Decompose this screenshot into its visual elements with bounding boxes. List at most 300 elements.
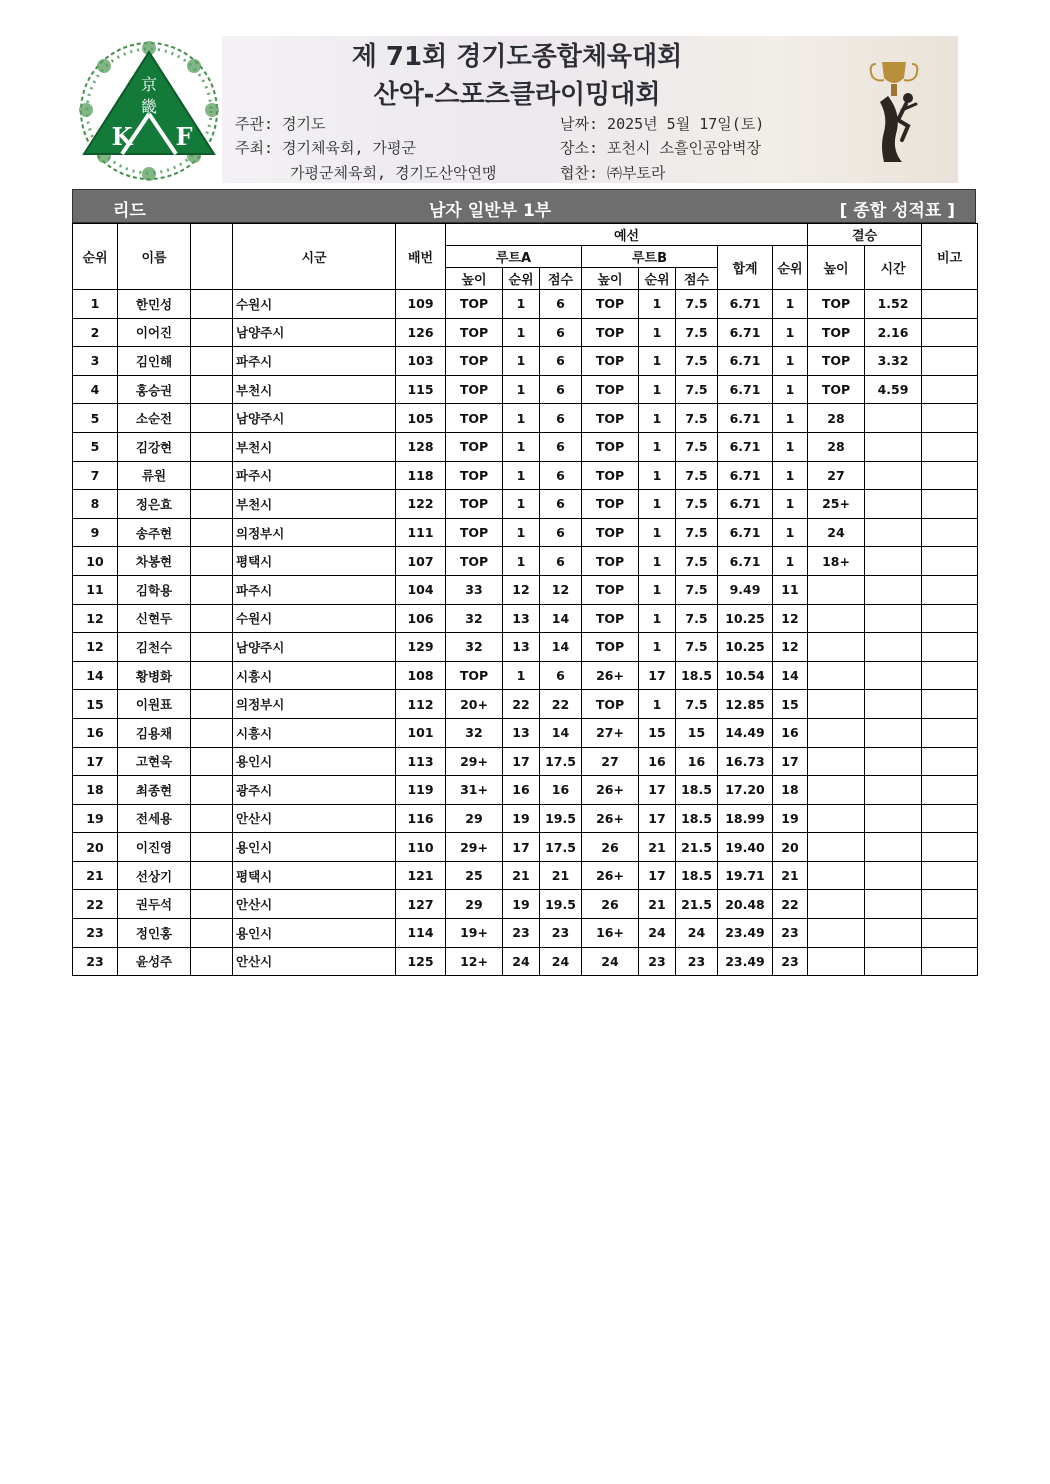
cell-total: 17.20 (718, 776, 773, 805)
cell-b-height: 27+ (582, 718, 639, 747)
cell-city: 부천시 (233, 432, 396, 461)
emblem-char-4: F (175, 122, 193, 151)
cell-final-height: TOP (808, 290, 865, 319)
cell-qual-rank: 12 (773, 633, 808, 662)
cell-city: 남양주시 (233, 404, 396, 433)
cell-name: 정은효 (118, 490, 191, 519)
cell-b-rank: 1 (639, 690, 676, 719)
cell-name: 김천수 (118, 633, 191, 662)
cell-final-height (808, 575, 865, 604)
cell-a-score: 22 (540, 690, 582, 719)
table-row (73, 747, 978, 776)
emblem-char-3: K (111, 122, 133, 151)
cell-b-height: TOP (582, 318, 639, 347)
date-text: 날짜: 2025년 5월 17일(토) (560, 115, 765, 133)
sponsor-text: 협찬: ㈜부토라 (560, 164, 666, 182)
header-blank (191, 224, 233, 290)
cell-qual-rank: 15 (773, 690, 808, 719)
header-qual-rank: 순위 (773, 246, 808, 290)
cell-total: 6.71 (718, 318, 773, 347)
header-a-height: 높이 (446, 268, 503, 290)
cell-qual-rank: 1 (773, 290, 808, 319)
cell-note (922, 604, 978, 633)
cell-a-score: 6 (540, 347, 582, 376)
cell-b-score: 7.5 (676, 575, 718, 604)
table-row (73, 861, 978, 890)
cell-b-score: 7.5 (676, 318, 718, 347)
cell-name: 고현욱 (118, 747, 191, 776)
cell-name: 소순전 (118, 404, 191, 433)
cell-rank: 5 (73, 404, 118, 433)
header-final-height: 높이 (808, 246, 865, 290)
cell-a-rank: 13 (503, 633, 540, 662)
table-row (73, 547, 978, 576)
cell-a-score: 14 (540, 604, 582, 633)
header-route-b: 루트B (582, 246, 718, 268)
cell-final-height: TOP (808, 375, 865, 404)
cell-blank (191, 547, 233, 576)
cell-b-rank: 1 (639, 575, 676, 604)
cell-bib: 127 (396, 890, 446, 919)
cell-b-rank: 1 (639, 461, 676, 490)
cell-b-score: 7.5 (676, 404, 718, 433)
cell-city: 남양주시 (233, 633, 396, 662)
cell-bib: 116 (396, 804, 446, 833)
cell-b-rank: 1 (639, 490, 676, 519)
results-table (72, 223, 978, 976)
cell-b-rank: 24 (639, 919, 676, 948)
cell-note (922, 404, 978, 433)
cell-qual-rank: 14 (773, 661, 808, 690)
cell-note (922, 290, 978, 319)
cell-rank: 9 (73, 518, 118, 547)
cell-b-height: TOP (582, 547, 639, 576)
cell-qual-rank: 1 (773, 547, 808, 576)
cell-city: 안산시 (233, 804, 396, 833)
cell-name: 김강현 (118, 432, 191, 461)
cell-city: 부천시 (233, 490, 396, 519)
event-type-label: 리드 (113, 201, 146, 221)
cell-b-score: 7.5 (676, 633, 718, 662)
cell-a-rank: 24 (503, 947, 540, 976)
cell-rank: 18 (73, 776, 118, 805)
sheet-type-label: [ 종합 성적표 ] (839, 201, 955, 221)
cell-b-score: 7.5 (676, 347, 718, 376)
cell-b-rank: 1 (639, 290, 676, 319)
cell-final-height: 25+ (808, 490, 865, 519)
cell-final-height: TOP (808, 318, 865, 347)
document-header (72, 36, 958, 183)
section-title-bar (72, 189, 976, 223)
cell-b-height: 26 (582, 890, 639, 919)
cell-bib: 119 (396, 776, 446, 805)
cell-total: 23.49 (718, 947, 773, 976)
cell-a-score: 6 (540, 661, 582, 690)
cell-final-height (808, 919, 865, 948)
cell-b-rank: 1 (639, 432, 676, 461)
cell-qual-rank: 1 (773, 461, 808, 490)
cell-note (922, 947, 978, 976)
cell-rank: 22 (73, 890, 118, 919)
cell-a-height: 12+ (446, 947, 503, 976)
cell-a-score: 6 (540, 547, 582, 576)
cell-a-height: TOP (446, 432, 503, 461)
cell-b-height: 27 (582, 747, 639, 776)
cell-a-height: 29 (446, 804, 503, 833)
cell-a-rank: 1 (503, 518, 540, 547)
header-city: 시군 (233, 224, 396, 290)
cell-b-score: 23 (676, 947, 718, 976)
cell-blank (191, 518, 233, 547)
cell-a-rank: 13 (503, 718, 540, 747)
cell-a-rank: 19 (503, 804, 540, 833)
cell-blank (191, 804, 233, 833)
table-row (73, 318, 978, 347)
cell-name: 김용채 (118, 718, 191, 747)
cell-a-score: 14 (540, 633, 582, 662)
cell-a-score: 6 (540, 404, 582, 433)
cell-final-height (808, 747, 865, 776)
table-row (73, 718, 978, 747)
cell-a-height: 20+ (446, 690, 503, 719)
cell-city: 수원시 (233, 604, 396, 633)
cell-a-score: 16 (540, 776, 582, 805)
cell-final-height: TOP (808, 347, 865, 376)
cell-b-rank: 21 (639, 833, 676, 862)
table-row (73, 661, 978, 690)
cell-a-rank: 1 (503, 290, 540, 319)
cell-bib: 108 (396, 661, 446, 690)
cell-total: 6.71 (718, 375, 773, 404)
cell-bib: 125 (396, 947, 446, 976)
cell-blank (191, 718, 233, 747)
cell-total: 14.49 (718, 718, 773, 747)
cell-b-height: TOP (582, 490, 639, 519)
cell-final-height: 24 (808, 518, 865, 547)
cell-b-rank: 1 (639, 518, 676, 547)
cell-b-height: TOP (582, 604, 639, 633)
cell-final-time (865, 919, 922, 948)
cell-final-height (808, 776, 865, 805)
cell-name: 홍승권 (118, 375, 191, 404)
cell-bib: 112 (396, 690, 446, 719)
kf-emblem-icon (74, 40, 224, 182)
cell-qual-rank: 1 (773, 432, 808, 461)
cell-b-score: 18.5 (676, 661, 718, 690)
cell-a-height: 19+ (446, 919, 503, 948)
cell-b-score: 7.5 (676, 547, 718, 576)
cell-final-time: 3.32 (865, 347, 922, 376)
cell-b-score: 21.5 (676, 833, 718, 862)
cell-city: 의정부시 (233, 690, 396, 719)
cell-a-height: TOP (446, 490, 503, 519)
header-rank: 순위 (73, 224, 118, 290)
cell-bib: 111 (396, 518, 446, 547)
cell-a-rank: 16 (503, 776, 540, 805)
header-name: 이름 (118, 224, 191, 290)
cell-a-rank: 13 (503, 604, 540, 633)
cell-final-time (865, 518, 922, 547)
cell-a-height: TOP (446, 318, 503, 347)
table-row (73, 490, 978, 519)
cell-qual-rank: 16 (773, 718, 808, 747)
cell-final-time (865, 690, 922, 719)
cell-name: 전세용 (118, 804, 191, 833)
cell-note (922, 718, 978, 747)
cell-blank (191, 318, 233, 347)
cell-final-time (865, 718, 922, 747)
cell-city: 용인시 (233, 833, 396, 862)
cell-b-rank: 21 (639, 890, 676, 919)
cell-note (922, 919, 978, 948)
cell-name: 김학용 (118, 575, 191, 604)
cell-blank (191, 947, 233, 976)
cell-note (922, 461, 978, 490)
cell-final-time (865, 432, 922, 461)
header-b-height: 높이 (582, 268, 639, 290)
cell-a-rank: 12 (503, 575, 540, 604)
cell-city: 수원시 (233, 290, 396, 319)
cell-name: 한민성 (118, 290, 191, 319)
cell-qual-rank: 20 (773, 833, 808, 862)
cell-rank: 21 (73, 861, 118, 890)
cell-final-height (808, 604, 865, 633)
cell-b-rank: 1 (639, 375, 676, 404)
cell-qual-rank: 1 (773, 375, 808, 404)
cell-name: 신현두 (118, 604, 191, 633)
cell-note (922, 518, 978, 547)
cell-city: 파주시 (233, 347, 396, 376)
cell-final-height (808, 633, 865, 662)
cell-city: 안산시 (233, 947, 396, 976)
table-row (73, 833, 978, 862)
cell-final-height (808, 804, 865, 833)
cell-a-rank: 1 (503, 461, 540, 490)
cell-final-time (865, 861, 922, 890)
cell-a-height: 31+ (446, 776, 503, 805)
cell-note (922, 432, 978, 461)
cell-b-height: TOP (582, 404, 639, 433)
cell-city: 시흥시 (233, 661, 396, 690)
cell-blank (191, 661, 233, 690)
cell-blank (191, 833, 233, 862)
cell-name: 윤성주 (118, 947, 191, 976)
header-final: 결승 (808, 224, 922, 246)
host-text: 주최: 경기체육회, 가평군 (235, 139, 417, 157)
table-row (73, 575, 978, 604)
cell-b-height: 26+ (582, 661, 639, 690)
table-row (73, 461, 978, 490)
cell-city: 용인시 (233, 747, 396, 776)
header-a-rank: 순위 (503, 268, 540, 290)
cell-qual-rank: 1 (773, 404, 808, 433)
cell-a-score: 6 (540, 432, 582, 461)
cell-b-height: 26+ (582, 776, 639, 805)
cell-note (922, 490, 978, 519)
cell-city: 평택시 (233, 861, 396, 890)
cell-bib: 101 (396, 718, 446, 747)
organizer-text: 주관: 경기도 (235, 115, 326, 133)
cell-final-time (865, 890, 922, 919)
cell-qual-rank: 17 (773, 747, 808, 776)
cell-blank (191, 747, 233, 776)
cell-rank: 14 (73, 661, 118, 690)
cell-name: 최종현 (118, 776, 191, 805)
cell-a-height: TOP (446, 661, 503, 690)
cell-note (922, 633, 978, 662)
cell-rank: 8 (73, 490, 118, 519)
cell-a-rank: 1 (503, 404, 540, 433)
cell-blank (191, 290, 233, 319)
cell-b-rank: 1 (639, 318, 676, 347)
cell-qual-rank: 1 (773, 518, 808, 547)
cell-a-score: 6 (540, 461, 582, 490)
cell-bib: 114 (396, 919, 446, 948)
cell-note (922, 318, 978, 347)
cell-a-score: 21 (540, 861, 582, 890)
cell-note (922, 890, 978, 919)
cell-bib: 122 (396, 490, 446, 519)
cell-bib: 128 (396, 432, 446, 461)
cell-b-height: TOP (582, 690, 639, 719)
cell-qual-rank: 1 (773, 318, 808, 347)
cell-blank (191, 490, 233, 519)
cell-b-score: 7.5 (676, 490, 718, 519)
cell-b-rank: 1 (639, 347, 676, 376)
cell-total: 6.71 (718, 490, 773, 519)
cell-a-score: 17.5 (540, 833, 582, 862)
cell-note (922, 776, 978, 805)
cell-blank (191, 919, 233, 948)
cell-bib: 129 (396, 633, 446, 662)
table-row (73, 890, 978, 919)
cell-a-height: TOP (446, 547, 503, 576)
cell-note (922, 547, 978, 576)
cell-a-rank: 17 (503, 747, 540, 776)
cell-name: 류원 (118, 461, 191, 490)
cell-final-time: 1.52 (865, 290, 922, 319)
cell-a-score: 24 (540, 947, 582, 976)
cell-a-height: TOP (446, 375, 503, 404)
cell-rank: 4 (73, 375, 118, 404)
cell-b-rank: 17 (639, 861, 676, 890)
cell-blank (191, 575, 233, 604)
cell-name: 이원표 (118, 690, 191, 719)
cell-a-height: 25 (446, 861, 503, 890)
cell-rank: 3 (73, 347, 118, 376)
cell-a-height: TOP (446, 290, 503, 319)
table-row (73, 432, 978, 461)
cell-blank (191, 776, 233, 805)
cell-qual-rank: 23 (773, 919, 808, 948)
cell-a-rank: 1 (503, 318, 540, 347)
cell-b-rank: 1 (639, 633, 676, 662)
cell-city: 부천시 (233, 375, 396, 404)
cell-a-score: 6 (540, 318, 582, 347)
cell-b-score: 7.5 (676, 290, 718, 319)
cell-a-score: 6 (540, 518, 582, 547)
cell-a-rank: 19 (503, 890, 540, 919)
cell-a-score: 17.5 (540, 747, 582, 776)
cell-total: 10.25 (718, 633, 773, 662)
cell-total: 9.49 (718, 575, 773, 604)
cell-rank: 15 (73, 690, 118, 719)
header-b-score: 점수 (676, 268, 718, 290)
cell-b-score: 7.5 (676, 461, 718, 490)
cell-b-height: 26+ (582, 804, 639, 833)
cell-name: 선상기 (118, 861, 191, 890)
cell-blank (191, 861, 233, 890)
cell-a-height: TOP (446, 404, 503, 433)
cell-total: 6.71 (718, 547, 773, 576)
cell-final-time (865, 947, 922, 976)
cell-b-score: 7.5 (676, 432, 718, 461)
cell-blank (191, 633, 233, 662)
cell-b-height: TOP (582, 375, 639, 404)
cell-b-height: 26 (582, 833, 639, 862)
cell-bib: 115 (396, 375, 446, 404)
cell-note (922, 690, 978, 719)
cell-b-height: 24 (582, 947, 639, 976)
cell-name: 이어진 (118, 318, 191, 347)
cell-blank (191, 375, 233, 404)
cell-blank (191, 432, 233, 461)
cell-qual-rank: 1 (773, 347, 808, 376)
cell-a-score: 14 (540, 718, 582, 747)
cell-total: 12.85 (718, 690, 773, 719)
cell-bib: 113 (396, 747, 446, 776)
cell-rank: 17 (73, 747, 118, 776)
cell-city: 남양주시 (233, 318, 396, 347)
header-note: 비고 (922, 224, 978, 290)
cell-total: 6.71 (718, 347, 773, 376)
cell-total: 10.25 (718, 604, 773, 633)
venue-text: 장소: 포천시 소흘인공암벽장 (560, 139, 761, 157)
cell-b-score: 18.5 (676, 776, 718, 805)
cell-a-rank: 23 (503, 919, 540, 948)
cell-qual-rank: 1 (773, 490, 808, 519)
cell-b-score: 7.5 (676, 690, 718, 719)
emblem-char-1: 京 (140, 75, 158, 94)
cell-rank: 23 (73, 947, 118, 976)
cell-final-time: 4.59 (865, 375, 922, 404)
emblem-char-2: 畿 (140, 97, 158, 116)
cell-b-rank: 23 (639, 947, 676, 976)
cell-b-height: TOP (582, 461, 639, 490)
cell-final-time (865, 604, 922, 633)
cell-blank (191, 347, 233, 376)
cell-bib: 103 (396, 347, 446, 376)
cell-name: 이진영 (118, 833, 191, 862)
cell-qual-rank: 11 (773, 575, 808, 604)
cell-note (922, 661, 978, 690)
cell-a-height: 29 (446, 890, 503, 919)
table-row (73, 947, 978, 976)
header-final-time: 시간 (865, 246, 922, 290)
cell-a-height: TOP (446, 461, 503, 490)
table-row (73, 690, 978, 719)
cell-final-time (865, 547, 922, 576)
cell-a-rank: 1 (503, 347, 540, 376)
cell-blank (191, 890, 233, 919)
cell-note (922, 861, 978, 890)
table-row (73, 290, 978, 319)
cell-final-time (865, 404, 922, 433)
cell-city: 파주시 (233, 461, 396, 490)
cell-final-time (865, 633, 922, 662)
cell-total: 19.40 (718, 833, 773, 862)
cell-b-score: 15 (676, 718, 718, 747)
